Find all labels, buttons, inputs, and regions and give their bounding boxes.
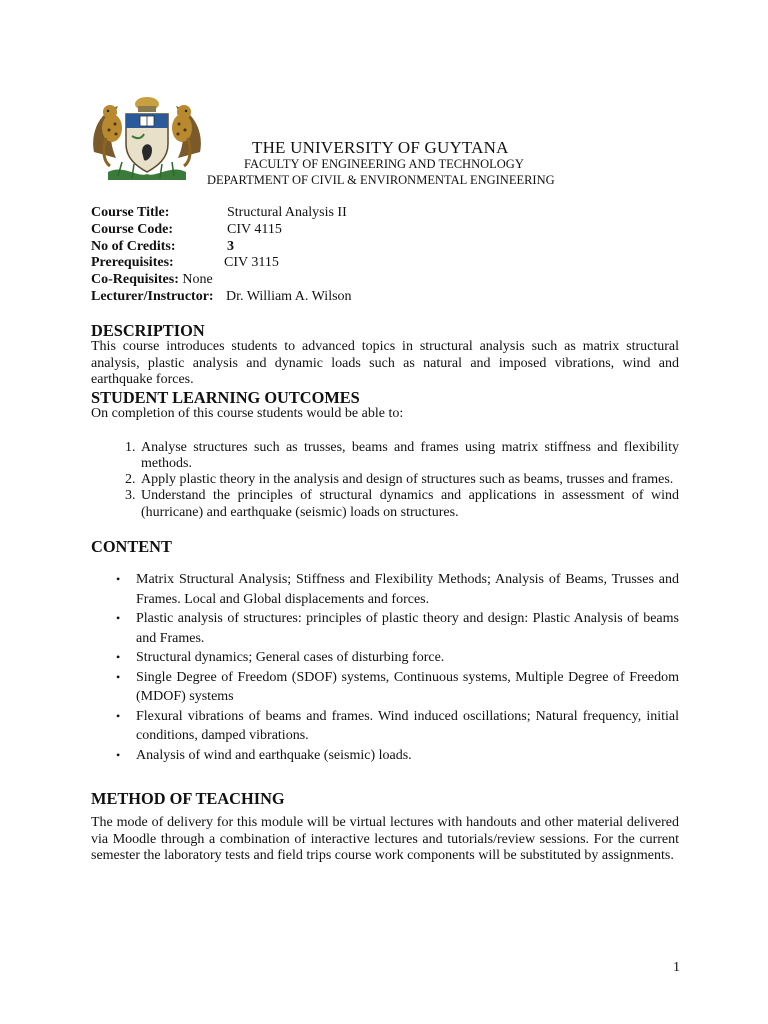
corequisites-label: Co-Requisites: [91, 272, 179, 288]
bullet-icon: • [116, 650, 121, 665]
course-info-block [91, 205, 352, 306]
content-item [116, 746, 679, 766]
lecturer-row [91, 288, 352, 306]
outcome-item: 1. Analyse structures such as trusses, beams and frames using matrix stiffness and flexibility methods. [139, 440, 679, 473]
department-name: DEPARTMENT OF CIVIL & ENVIRONMENTAL ENGINEERING [207, 173, 555, 187]
teaching-heading: METHOD OF TEACHING [91, 789, 285, 808]
description-heading: DESCRIPTION [91, 321, 205, 340]
bullet-icon: • [116, 747, 121, 762]
content-item-text: Analysis of wind and earthquake (seismic) loads. [136, 747, 412, 763]
outcomes-intro: On completion of this course students would be able to: [91, 406, 404, 422]
description-section [91, 323, 679, 388]
content-item [116, 570, 679, 609]
description-text: This course introduces students to advanced topics in structural analysis such as matrix structural analysis, plastic analysis and dynamic loads such as natural and imposed vibrations, wind and earthquake forces. [91, 339, 679, 387]
content-item [116, 648, 679, 668]
content-section [91, 539, 679, 765]
lecturer-value: Dr. William A. Wilson [226, 288, 352, 304]
content-item-text: Single Degree of Freedom (SDOF) systems, Continuous systems, Multiple Degree of Freedom (MDOF) systems [136, 669, 679, 705]
bullet-icon: • [116, 708, 121, 723]
corequisites-value: None [182, 272, 213, 288]
course-title-label: Course Title: [91, 205, 170, 220]
content-item [116, 609, 679, 648]
content-item [116, 707, 679, 746]
prerequisites-value: CIV 3115 [224, 255, 279, 271]
course-code-value: CIV 4115 [227, 221, 282, 237]
credits-label: No of Credits: [91, 238, 176, 254]
course-title-row [91, 205, 347, 222]
outcome-item: 2. Apply plastic theory in the analysis and design of structures such as beams, trusses and frames. [139, 472, 679, 488]
bullet-icon: • [116, 611, 121, 626]
content-heading: CONTENT [91, 537, 172, 556]
prerequisites-label: Prerequisites: [91, 255, 174, 271]
content-item-text: Plastic analysis of structures: principles of plastic theory and design: Plastic Analysis of beams and Frames. [136, 611, 679, 646]
bullet-icon: • [116, 572, 121, 587]
content-item-text: Structural dynamics; General cases of disturbing force. [136, 650, 445, 666]
lecturer-label: Lecturer/Instructor: [91, 288, 214, 304]
university-crest-logo [88, 92, 206, 184]
teaching-section [91, 791, 679, 864]
outcome-item: 3. Understand the principles of structural dynamics and applications in assessment of wind (hurricane) and earthquake (seismic) loads on structures. [139, 488, 679, 521]
credits-value: 3 [227, 238, 234, 254]
course-title-value: Structural Analysis II [227, 205, 347, 220]
bullet-icon: • [116, 669, 121, 684]
outcomes-section [91, 390, 679, 521]
course-code-label: Course Code: [91, 221, 174, 237]
page-number: 1 [673, 960, 680, 975]
credits-row [91, 238, 234, 256]
teaching-text: The mode of delivery for this module will be virtual lectures with handouts and other material delivered via Moodle through a combination of interactive lectures and tutorials/review sessions. For the current semester the laboratory tests and field trips course work components will be substituted by assignments. [91, 815, 679, 863]
content-item-text: Flexural vibrations of beams and frames. Wind induced oscillations; Natural frequency, initial conditions, damped vibrations. [136, 708, 679, 744]
corequisites-row [91, 272, 214, 289]
outcomes-heading: STUDENT LEARNING OUTCOMES [91, 388, 360, 407]
prerequisites-row [91, 255, 279, 272]
content-list [91, 570, 679, 765]
faculty-name: FACULTY OF ENGINEERING AND TECHNOLOGY [244, 157, 524, 171]
university-name: THE UNIVERSITY OF GUYTANA [252, 138, 509, 157]
course-code-row [91, 221, 282, 239]
content-item [116, 668, 679, 707]
content-item-text: Matrix Structural Analysis; Stiffness and Flexibility Methods; Analysis of Beams, Trusses and Frames. Local and Global displacements and forces. [136, 572, 679, 607]
outcomes-list [91, 440, 679, 521]
